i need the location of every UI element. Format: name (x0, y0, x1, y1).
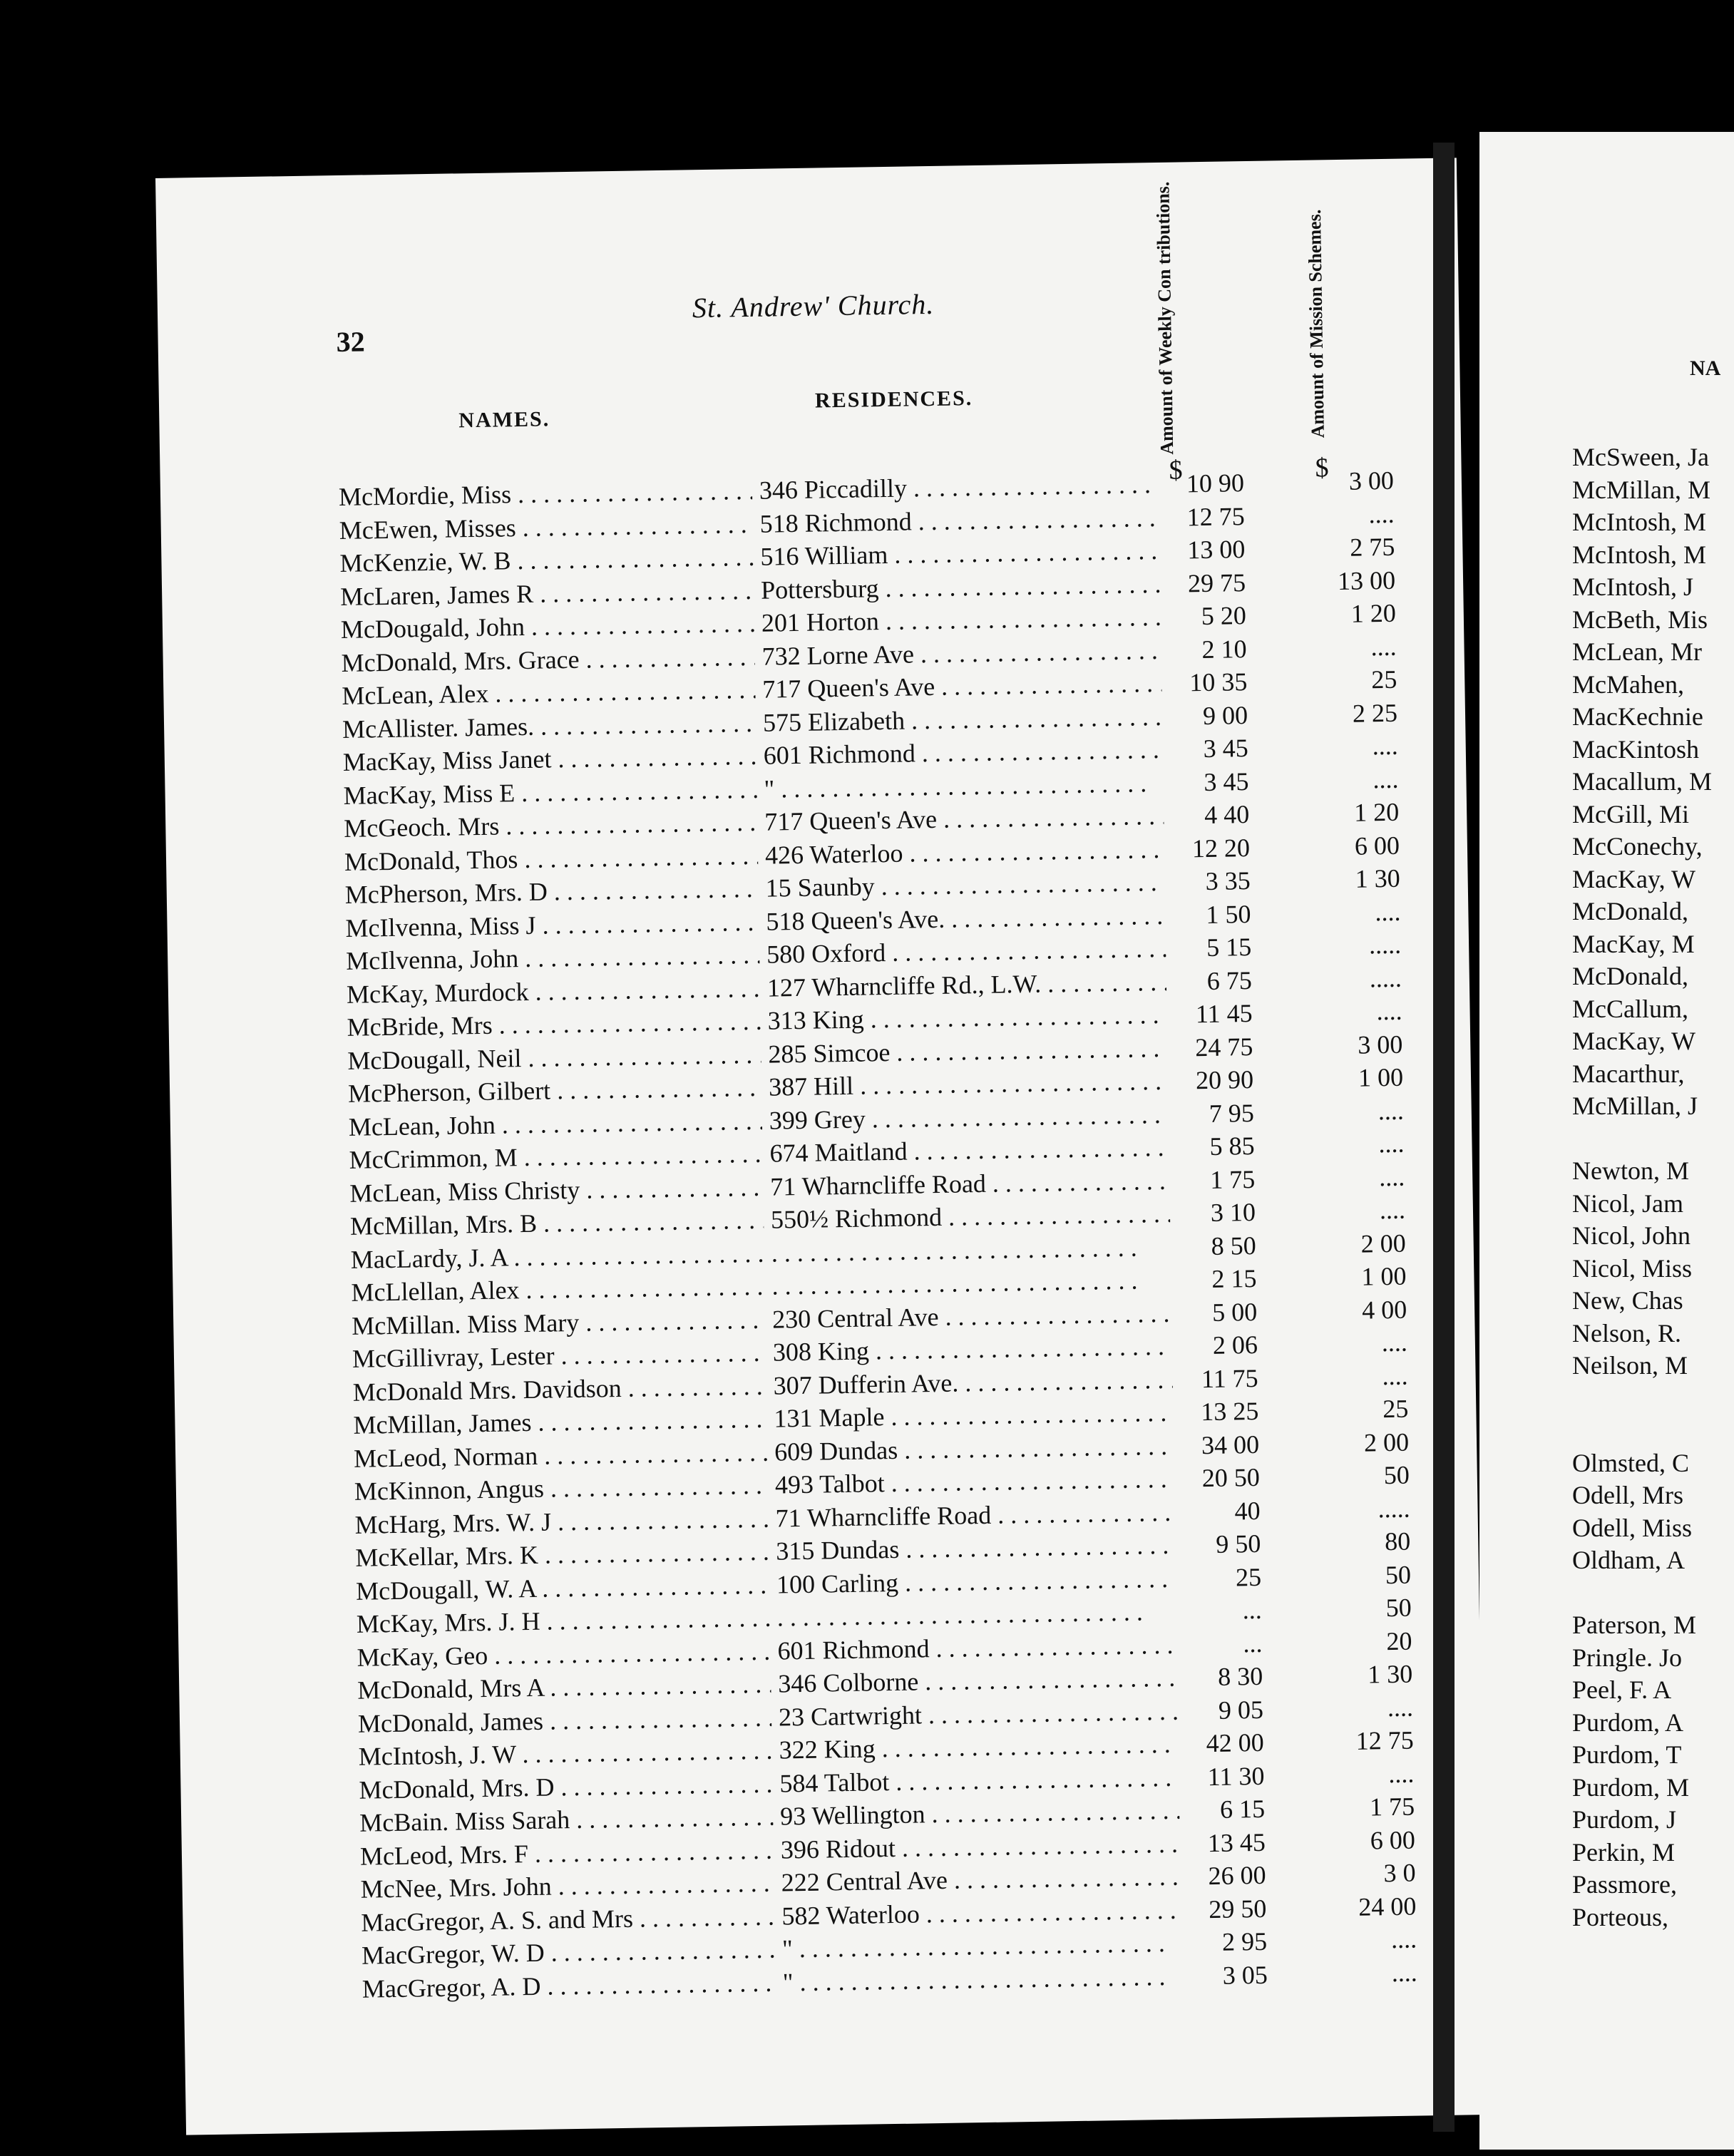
member-name: McDougald, John . . . (341, 608, 755, 645)
weekly-amount: 1 50 (1206, 899, 1251, 929)
right-list-item: Passmore, (1572, 1870, 1677, 1899)
member-residence: 584 Talbot . . . (779, 1762, 1179, 1798)
weekly-amount: 11 30 (1207, 1761, 1265, 1791)
member-name: McHarg, Mrs. W. J . . . (354, 1503, 769, 1539)
member-name: McLlellan, Alex . . . (351, 1271, 765, 1308)
mission-amount: .... (1378, 1129, 1405, 1159)
right-list-item: MacKay, W (1572, 864, 1695, 893)
member-name: McDonald, Thos . . . (344, 840, 759, 876)
right-page-header: NA (1690, 356, 1721, 380)
right-list-item: Newton, M (1572, 1156, 1689, 1185)
right-list-item: Peel, F. A (1572, 1675, 1672, 1704)
weekly-amount: ... (1242, 1595, 1263, 1625)
table-row (344, 863, 1400, 911)
member-residence (771, 1231, 1171, 1268)
right-list-item: New, Chas (1572, 1286, 1683, 1315)
table-row (352, 1328, 1408, 1375)
right-list-item: McDonald, (1572, 962, 1688, 990)
weekly-amount: 10 35 (1189, 667, 1248, 697)
member-residence: 396 Ridout . . . (781, 1828, 1181, 1864)
member-residence: 222 Central Ave . . . (781, 1862, 1181, 1898)
right-list-item: Olmsted, C (1572, 1448, 1690, 1477)
right-list-item: McMahen, (1572, 669, 1684, 699)
member-residence: 313 King . . . (767, 1000, 1167, 1036)
right-list-item: McDonald, (1572, 897, 1688, 925)
member-name: McLeod, Mrs. F . . . (360, 1834, 774, 1871)
mission-amount: 3 0 (1383, 1858, 1416, 1888)
table-row (356, 1626, 1412, 1673)
right-list-item: MacKay, W (1572, 1027, 1695, 1055)
mission-amount: .... (1372, 731, 1399, 761)
weekly-currency: $ (1169, 455, 1183, 486)
table-row (361, 1924, 1417, 1972)
right-list-item: Macallum, M (1572, 767, 1712, 796)
right-list-item: Purdom, J (1572, 1805, 1677, 1834)
weekly-amount: 3 45 (1203, 734, 1249, 764)
weekly-amount: 26 00 (1208, 1860, 1266, 1891)
weekly-amount: 8 30 (1217, 1661, 1263, 1691)
member-residence: 285 Simcoe . . . (768, 1032, 1168, 1069)
mission-amount: 1 00 (1361, 1261, 1407, 1291)
member-residence: 127 Wharncliffe Rd., L.W. . . . (767, 966, 1167, 1002)
weekly-amount: 13 25 (1201, 1396, 1259, 1427)
right-list-item: McMillan, M (1572, 475, 1710, 504)
member-name: McNee, Mrs. John . . . (360, 1868, 774, 1904)
weekly-amount: 7 95 (1209, 1098, 1255, 1128)
weekly-amount: 13 45 (1207, 1827, 1266, 1857)
weekly-column-header: Amount of Weekly Con tributions. (1152, 181, 1178, 455)
mission-amount: 25 (1370, 664, 1397, 694)
weekly-amount: 4 40 (1204, 800, 1250, 829)
mission-amount: 50 (1385, 1560, 1412, 1589)
member-residence: 307 Dufferin Ave. . . . (773, 1364, 1173, 1400)
weekly-amount: 12 20 (1191, 833, 1251, 863)
weekly-amount: 10 90 (1186, 468, 1245, 498)
member-residence: 518 Queen's Ave. . . . (766, 900, 1166, 936)
mission-amount: .... (1373, 764, 1399, 794)
table-row (358, 1725, 1414, 1773)
right-list-item: McConechy, (1572, 832, 1703, 861)
right-list-item: McMillan, J (1572, 1092, 1698, 1120)
right-list-item: Macarthur, (1572, 1059, 1685, 1088)
member-residence: 346 Colborne . . . (778, 1663, 1178, 1699)
weekly-amount: 3 10 (1210, 1197, 1256, 1227)
table-row (339, 532, 1395, 580)
table-row (342, 698, 1398, 745)
member-residence: 717 Queen's Ave . . . (764, 801, 1164, 837)
table-row (350, 1228, 1406, 1275)
member-residence: 93 Wellington . . . (780, 1795, 1180, 1832)
member-residence: 399 Grey . . . (769, 1099, 1169, 1135)
member-residence: 346 Piccadilly . . . (759, 469, 1159, 505)
weekly-amount: ... (1243, 1628, 1263, 1658)
member-residence: 516 William . . . (760, 535, 1160, 572)
mission-amount: .... (1390, 1924, 1417, 1954)
table-row (347, 1062, 1404, 1110)
table-row (359, 1792, 1415, 1839)
mission-amount: ..... (1378, 1494, 1410, 1523)
right-list-item: Neilson, M (1572, 1351, 1688, 1380)
table-row (355, 1526, 1411, 1574)
table-row (342, 731, 1399, 779)
weekly-amount: 20 50 (1201, 1462, 1261, 1493)
mission-amount: .... (1375, 897, 1401, 926)
weekly-amount: 11 45 (1195, 998, 1253, 1029)
member-name: McPherson, Mrs. D . . . (344, 873, 759, 910)
mission-amount: 1 20 (1353, 797, 1400, 827)
table-row (361, 1958, 1418, 2005)
table-row (343, 764, 1399, 811)
mission-amount: 13 00 (1337, 565, 1396, 595)
table-row (340, 598, 1397, 646)
member-name: MacLardy, J. A . . . (351, 1238, 765, 1274)
member-name: McKinnon, Angus . . . (354, 1470, 769, 1506)
weekly-amount: 1 75 (1209, 1164, 1256, 1194)
member-name: McDougall, Neil . . . (347, 1039, 761, 1075)
member-residence: 15 Saunby . . . (765, 867, 1165, 903)
member-residence: 493 Talbot . . . (775, 1464, 1175, 1500)
mission-amount: 12 75 (1355, 1725, 1414, 1755)
mission-amount: 1 75 (1369, 1792, 1415, 1822)
weekly-amount: 9 00 (1202, 700, 1248, 730)
member-name: McKenzie, W. B . . . (339, 542, 754, 578)
member-name: McDonald, Mrs. Grace . . . (341, 641, 755, 677)
right-list-item: McCallum, (1572, 994, 1688, 1023)
member-residence (771, 1265, 1171, 1301)
mission-amount: .... (1368, 499, 1395, 528)
weekly-amount: 40 (1234, 1496, 1261, 1525)
right-list-item: McBeth, Mis (1572, 605, 1708, 634)
member-name: MacGregor, A. S. and Mrs . . . (361, 1901, 775, 1937)
table-row (347, 1030, 1403, 1077)
weekly-amount: 29 50 (1208, 1894, 1267, 1924)
right-list-item: Porteous, (1572, 1902, 1668, 1931)
member-residence: Pottersburg . . . (761, 568, 1161, 605)
member-residence: 580 Oxford . . . (766, 933, 1166, 970)
mission-amount: .... (1378, 1162, 1405, 1191)
member-residence: 100 Carling . . . (776, 1563, 1176, 1599)
table-row (354, 1494, 1410, 1541)
mission-amount: 2 25 (1352, 698, 1398, 728)
right-list-item: Perkin, M (1572, 1837, 1675, 1867)
member-residence: 717 Queen's Ave . . . (762, 668, 1162, 704)
member-name: McLean, John . . . (349, 1105, 763, 1141)
table-row (345, 897, 1401, 944)
member-residence: 201 Horton . . . (761, 602, 1161, 638)
weekly-amount: 2 10 (1201, 634, 1247, 664)
member-residence: 550½ Richmond . . . (771, 1198, 1171, 1235)
weekly-amount: 3 45 (1204, 766, 1249, 796)
member-name: McMordie, Miss . . . (339, 476, 753, 512)
member-name: McDonald, Mrs. D . . . (359, 1768, 773, 1805)
mission-currency: $ (1315, 453, 1329, 483)
right-list-item: Odell, Mrs (1572, 1481, 1683, 1509)
table-row (353, 1394, 1409, 1442)
mission-amount: .... (1387, 1693, 1414, 1722)
mission-amount: ..... (1369, 963, 1402, 992)
member-residence: 674 Maitland . . . (769, 1132, 1169, 1169)
member-name: MacGregor, A. D . . . (362, 1967, 776, 2003)
member-name: McIlvenna, Miss J . . . (345, 906, 759, 943)
weekly-amount: 24 75 (1195, 1032, 1253, 1062)
weekly-amount: 9 05 (1218, 1695, 1264, 1725)
member-residence: 71 Wharncliffe Road . . . (775, 1497, 1175, 1533)
table-row (359, 1825, 1416, 1872)
member-residence: 601 Richmond . . . (763, 734, 1163, 771)
member-name: McMillan, James . . . (353, 1404, 767, 1440)
mission-amount: .... (1382, 1361, 1408, 1390)
right-list-item: Nicol, Miss (1572, 1253, 1693, 1283)
table-row (351, 1261, 1407, 1309)
right-list-item: McIntosh, M (1572, 508, 1706, 536)
page-title: St. Andrew' Church. (692, 287, 935, 324)
member-name: MacGregor, W. D . . . (361, 1934, 776, 1971)
mission-amount: 2 75 (1350, 532, 1395, 562)
mission-column-header: Amount of Mission Schemes. (1303, 209, 1328, 438)
weekly-amount: 5 15 (1206, 932, 1252, 962)
names-column-header: NAMES. (458, 407, 550, 433)
table-row (339, 565, 1396, 613)
mission-amount: 24 00 (1358, 1891, 1417, 1921)
weekly-amount: 12 75 (1186, 501, 1245, 531)
member-name: McBride, Mrs . . . (347, 1006, 761, 1042)
member-name: McDonald, Mrs A . . . (357, 1669, 771, 1705)
right-list-item: MacKechnie (1572, 702, 1703, 731)
residences-column-header: RESIDENCES. (814, 386, 973, 413)
member-residence: 518 Richmond . . . (759, 502, 1159, 538)
mission-amount: 2 00 (1363, 1427, 1410, 1457)
mission-amount: .... (1379, 1195, 1406, 1225)
member-name: McEwen, Misses . . . (339, 508, 753, 545)
right-list-item: McIntosh, M (1572, 540, 1706, 569)
mission-amount: .... (1381, 1328, 1408, 1357)
mission-amount: 2 00 (1360, 1228, 1406, 1258)
right-list-item: Purdom, M (1572, 1772, 1690, 1802)
mission-amount: .... (1388, 1759, 1415, 1788)
right-list-item: MacKintosh (1572, 734, 1699, 764)
right-list-item: McIntosh, J (1572, 573, 1693, 601)
member-residence: 601 Richmond . . . (777, 1629, 1177, 1665)
right-list-item: Nelson, R. (1572, 1318, 1681, 1348)
member-residence: 131 Maple . . . (774, 1397, 1174, 1434)
member-residence: 322 King . . . (779, 1729, 1179, 1765)
member-residence (776, 1596, 1176, 1633)
mission-amount: 25 (1382, 1394, 1409, 1424)
weekly-amount: 9 50 (1215, 1529, 1261, 1559)
weekly-amount: 29 75 (1187, 568, 1246, 597)
member-name: McKay, Murdock . . . (347, 972, 761, 1009)
right-list-item: McSween, Ja (1572, 443, 1709, 471)
member-name: McBain. Miss Sarah . . . (359, 1802, 774, 1838)
weekly-amount: 5 00 (1211, 1297, 1258, 1327)
weekly-amount: 2 06 (1212, 1330, 1258, 1360)
member-residence: " . . . (783, 1961, 1183, 1997)
member-name: McIntosh, J. W . . . (358, 1735, 772, 1772)
member-residence: 23 Cartwright . . . (779, 1695, 1179, 1732)
mission-amount: .... (1370, 632, 1397, 661)
member-name: McIlvenna, John . . . (346, 940, 760, 976)
member-residence: 582 Waterloo . . . (781, 1894, 1181, 1931)
right-list-item: Oldham, A (1572, 1546, 1685, 1574)
weekly-amount: 6 75 (1206, 965, 1253, 995)
weekly-amount: 3 05 (1222, 1960, 1268, 1990)
mission-amount: 6 00 (1354, 831, 1400, 861)
table-row (360, 1858, 1416, 1906)
member-residence: 71 Wharncliffe Road . . . (770, 1165, 1170, 1201)
right-list-item: McGill, Mi (1572, 799, 1690, 828)
right-list-item: Purdom, T (1572, 1740, 1682, 1769)
mission-amount: ..... (1368, 930, 1402, 960)
member-name: McLean, Alex . . . (342, 674, 756, 711)
weekly-amount: 8 50 (1211, 1231, 1257, 1261)
right-list-item: Nicol, Jam (1572, 1189, 1683, 1218)
member-residence: " . . . (764, 767, 1164, 804)
member-name: McKay, Geo . . . (356, 1636, 771, 1672)
right-list-item: Nicol, John (1572, 1221, 1691, 1250)
member-name: McMillan. Miss Mary . . . (352, 1304, 766, 1340)
weekly-amount: 5 85 (1209, 1131, 1255, 1161)
member-residence: 315 Dundas . . . (776, 1530, 1176, 1566)
member-name: McLean, Miss Christy . . . (349, 1171, 764, 1208)
mission-amount: 20 (1386, 1626, 1412, 1655)
mission-amount: 1 20 (1350, 598, 1397, 628)
member-name: MacKay, Miss E . . . (343, 774, 757, 810)
weekly-amount: 20 90 (1195, 1064, 1254, 1095)
member-name: McMillan, Mrs. B . . . (350, 1205, 764, 1241)
mission-amount: 6 00 (1370, 1825, 1416, 1855)
right-list-item: Odell, Miss (1572, 1513, 1693, 1542)
mission-amount: 50 (1383, 1460, 1410, 1490)
mission-amount: 50 (1385, 1593, 1412, 1623)
member-name: McKay, Mrs. J. H . . . (356, 1603, 771, 1639)
member-residence: 426 Waterloo . . . (765, 833, 1165, 870)
weekly-amount: 6 15 (1219, 1794, 1266, 1824)
member-name: McKellar, Mrs. K . . . (355, 1536, 769, 1573)
weekly-amount: 11 75 (1201, 1363, 1258, 1393)
right-list-item: MacKay, M (1572, 929, 1695, 958)
mission-amount: 3 00 (1357, 1030, 1403, 1059)
table-row (354, 1460, 1410, 1508)
mission-amount: 80 (1384, 1526, 1411, 1556)
weekly-amount: 13 00 (1187, 535, 1246, 565)
right-list-item: Pringle. Jo (1572, 1643, 1683, 1672)
table-row (357, 1659, 1413, 1707)
mission-amount: .... (1391, 1958, 1418, 1987)
member-name: McLaren, James R . . . (340, 575, 754, 611)
weekly-amount: 2 15 (1211, 1263, 1257, 1293)
member-residence: 387 Hill . . . (769, 1066, 1169, 1102)
weekly-amount: 42 00 (1206, 1728, 1264, 1758)
member-name: McAllister. James. . . . (342, 707, 756, 744)
mission-amount: 3 00 (1348, 466, 1395, 496)
mission-amount: 1 00 (1358, 1062, 1404, 1092)
right-list-item: Paterson, M (1572, 1611, 1696, 1639)
right-list-item: McLean, Mr (1572, 637, 1702, 666)
table-row (349, 1162, 1405, 1209)
member-name: McDonald Mrs. Davidson . . . (352, 1370, 766, 1407)
table-row (352, 1361, 1408, 1408)
member-residence: 609 Dundas . . . (774, 1430, 1174, 1467)
mission-amount: 4 00 (1361, 1295, 1407, 1325)
member-name: McGillivray, Lester . . . (352, 1338, 766, 1374)
member-name: McDonald, James . . . (358, 1702, 772, 1738)
mission-amount: .... (1376, 996, 1402, 1026)
member-name: McDougall, W. A . . . (356, 1569, 770, 1606)
member-name: McLeod, Norman . . . (354, 1437, 768, 1473)
member-residence: 230 Central Ave . . . (772, 1298, 1172, 1334)
member-residence: " . . . (782, 1928, 1182, 1964)
member-name: MacKay, Miss Janet . . . (343, 741, 757, 777)
weekly-amount: 34 00 (1201, 1429, 1260, 1459)
weekly-amount: 5 20 (1201, 601, 1247, 631)
weekly-amount: 3 35 (1205, 866, 1251, 895)
weekly-amount: 2 95 (1221, 1926, 1268, 1956)
mission-amount: 1 30 (1367, 1659, 1413, 1689)
member-name: McGeoch. Mrs . . . (344, 807, 758, 843)
member-name: McPherson, Gilbert . . . (348, 1072, 762, 1109)
member-name: McCrimmon, M . . . (349, 1139, 763, 1175)
page-number: 32 (336, 325, 365, 359)
weekly-amount: 25 (1235, 1562, 1262, 1591)
member-residence: 308 King . . . (773, 1331, 1173, 1367)
table-row (345, 930, 1402, 977)
mission-amount: .... (1378, 1096, 1405, 1125)
right-list-item: Purdom, A (1572, 1708, 1684, 1737)
member-residence: 575 Elizabeth . . . (763, 701, 1163, 737)
mission-amount: 1 30 (1355, 863, 1400, 893)
member-residence: 732 Lorne Ave . . . (761, 635, 1161, 671)
